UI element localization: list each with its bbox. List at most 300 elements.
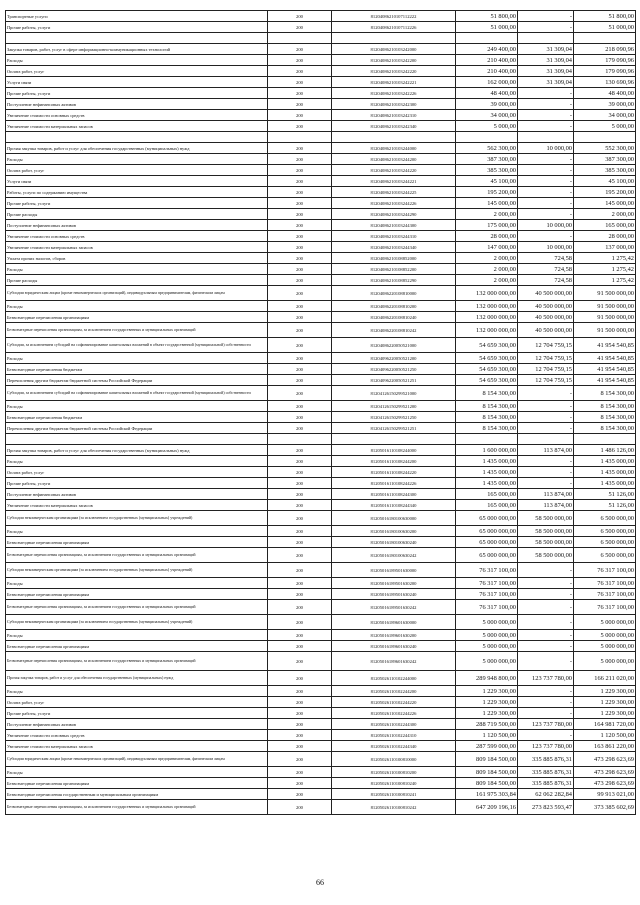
table-row	[6, 500, 636, 511]
row-budget-code: 81204086220108810240	[332, 312, 456, 323]
row-remaining-amount: 8 154 300,00	[574, 423, 636, 434]
row-approved-amount: 175 000,00	[456, 220, 518, 231]
row-executed-amount: -	[518, 641, 574, 652]
row-remaining-amount: 145 000,00	[574, 198, 636, 209]
row-line-code: 200	[268, 88, 332, 99]
row-name: Расходы	[6, 401, 268, 412]
row-line-code: 200	[268, 708, 332, 719]
row-approved-amount: 210 400,00	[456, 66, 518, 77]
row-executed-amount: 10 000,00	[518, 242, 574, 253]
row-executed-amount: -	[518, 578, 574, 589]
row-name: Безвозмездные перечисления организациям, за исключением государственных и муниципальных организаций	[6, 548, 268, 563]
row-approved-amount: 5 000 000,00	[456, 615, 518, 630]
table-row	[6, 478, 636, 489]
table-row	[6, 423, 636, 434]
row-executed-amount: 123 737 780,00	[518, 741, 574, 752]
row-name: Оплата работ, услуг	[6, 165, 268, 176]
row-remaining-amount	[574, 434, 636, 445]
row-line-code: 200	[268, 338, 332, 353]
row-line-code: 200	[268, 489, 332, 500]
row-remaining-amount: 5 000 000,00	[574, 615, 636, 630]
row-line-code: 200	[268, 364, 332, 375]
row-approved-amount: 1 435 000,00	[456, 456, 518, 467]
row-remaining-amount	[574, 132, 636, 143]
row-executed-amount: -	[518, 686, 574, 697]
row-name: Поступление нефинансовых активов	[6, 719, 268, 730]
table-row	[6, 467, 636, 478]
row-remaining-amount: 218 090,96	[574, 44, 636, 55]
table-row	[6, 176, 636, 187]
row-approved-amount: 54 659 300,00	[456, 375, 518, 386]
table-row	[6, 220, 636, 231]
row-executed-amount: -	[518, 401, 574, 412]
row-line-code: 200	[268, 44, 332, 55]
row-line-code: 200	[268, 767, 332, 778]
row-remaining-amount: 76 317 100,00	[574, 600, 636, 615]
row-approved-amount: 145 000,00	[456, 198, 518, 209]
table-row	[6, 88, 636, 99]
row-remaining-amount: 130 690,96	[574, 77, 636, 88]
row-approved-amount: 387 300,00	[456, 154, 518, 165]
row-approved-amount: 76 317 100,00	[456, 578, 518, 589]
row-line-code: 200	[268, 323, 332, 338]
row-name: Услуги связи	[6, 77, 268, 88]
row-budget-code: 81205016180100630200	[332, 526, 456, 537]
row-approved-amount: 1 229 300,00	[456, 708, 518, 719]
row-remaining-amount: 76 317 100,00	[574, 578, 636, 589]
row-remaining-amount: 1 229 300,00	[574, 708, 636, 719]
row-remaining-amount: 166 211 020,00	[574, 671, 636, 686]
row-executed-amount: -	[518, 456, 574, 467]
row-name: Увеличение стоимости материальных запасов	[6, 500, 268, 511]
row-line-code	[268, 132, 332, 143]
row-name: Увеличение стоимости основных средств	[6, 110, 268, 121]
row-executed-amount: 40 500 000,00	[518, 323, 574, 338]
row-budget-code: 81204086210103242226	[332, 88, 456, 99]
row-line-code: 200	[268, 578, 332, 589]
row-line-code: 200	[268, 548, 332, 563]
row-approved-amount: 65 000 000,00	[456, 526, 518, 537]
row-remaining-amount: 6 500 000,00	[574, 537, 636, 548]
row-name: Прочие работы, услуги	[6, 198, 268, 209]
table-row	[6, 563, 636, 578]
row-executed-amount: 12 704 759,15	[518, 353, 574, 364]
row-budget-code: 81204086210103244290	[332, 209, 456, 220]
row-line-code: 200	[268, 312, 332, 323]
table-row	[6, 548, 636, 563]
table-row	[6, 11, 636, 22]
row-remaining-amount: 1 275,42	[574, 253, 636, 264]
row-line-code: 200	[268, 286, 332, 301]
row-approved-amount: 48 400,00	[456, 88, 518, 99]
row-budget-code: 81204086210107112226	[332, 22, 456, 33]
row-approved-amount: 5 000 000,00	[456, 652, 518, 671]
row-approved-amount: 76 317 100,00	[456, 589, 518, 600]
row-approved-amount	[456, 33, 518, 44]
row-budget-code: 81204126150299521250	[332, 412, 456, 423]
row-executed-amount: -	[518, 165, 574, 176]
row-remaining-amount: 5 000 000,00	[574, 630, 636, 641]
table-row	[6, 312, 636, 323]
row-name	[6, 33, 268, 44]
row-approved-amount: 210 400,00	[456, 55, 518, 66]
row-line-code: 200	[268, 589, 332, 600]
row-approved-amount: 249 400,00	[456, 44, 518, 55]
row-line-code: 200	[268, 500, 332, 511]
row-executed-amount: -	[518, 467, 574, 478]
row-executed-amount: 40 500 000,00	[518, 301, 574, 312]
row-line-code	[268, 33, 332, 44]
row-remaining-amount: 41 954 540,85	[574, 375, 636, 386]
row-approved-amount: 161 975 303,84	[456, 789, 518, 800]
row-remaining-amount: 51 800,00	[574, 11, 636, 22]
row-budget-code: 81204086210108852000	[332, 253, 456, 264]
row-executed-amount: 31 309,04	[518, 77, 574, 88]
table-row	[6, 719, 636, 730]
row-line-code: 200	[268, 66, 332, 77]
row-budget-code: 81204086210103242221	[332, 77, 456, 88]
table-row	[6, 44, 636, 55]
row-remaining-amount: 51 126,00	[574, 489, 636, 500]
row-line-code: 200	[268, 154, 332, 165]
row-approved-amount: 647 209 196,16	[456, 800, 518, 815]
table-row	[6, 132, 636, 143]
table-row	[6, 445, 636, 456]
row-approved-amount: 2 000,00	[456, 275, 518, 286]
row-remaining-amount: 48 400,00	[574, 88, 636, 99]
row-line-code: 200	[268, 478, 332, 489]
row-remaining-amount: 1 435 000,00	[574, 467, 636, 478]
row-budget-code: 81204086210108852200	[332, 264, 456, 275]
row-name: Прочие работы, услуги	[6, 708, 268, 719]
row-remaining-amount: 6 500 000,00	[574, 526, 636, 537]
row-budget-code: 81204096220050521250	[332, 364, 456, 375]
table-row	[6, 386, 636, 401]
row-line-code: 200	[268, 301, 332, 312]
row-line-code: 200	[268, 467, 332, 478]
table-row	[6, 338, 636, 353]
row-executed-amount: -	[518, 423, 574, 434]
row-remaining-amount: 8 154 300,00	[574, 386, 636, 401]
row-line-code: 200	[268, 615, 332, 630]
row-line-code: 200	[268, 176, 332, 187]
row-approved-amount: 165 000,00	[456, 489, 518, 500]
row-name	[6, 132, 268, 143]
row-executed-amount: -	[518, 88, 574, 99]
row-approved-amount: 45 100,00	[456, 176, 518, 187]
row-executed-amount: 335 885 876,31	[518, 767, 574, 778]
row-remaining-amount: 137 000,00	[574, 242, 636, 253]
row-executed-amount: 12 704 759,15	[518, 364, 574, 375]
table-row	[6, 154, 636, 165]
row-budget-code: 81205016180100630000	[332, 511, 456, 526]
row-budget-code: 81205026110102244220	[332, 697, 456, 708]
table-row	[6, 600, 636, 615]
row-executed-amount: 335 885 876,31	[518, 778, 574, 789]
row-remaining-amount: 91 500 000,00	[574, 286, 636, 301]
row-name: Увеличение стоимости материальных запасов	[6, 242, 268, 253]
row-executed-amount: -	[518, 22, 574, 33]
row-approved-amount: 8 154 300,00	[456, 423, 518, 434]
row-executed-amount: 40 500 000,00	[518, 312, 574, 323]
row-remaining-amount: 2 000,00	[574, 209, 636, 220]
row-remaining-amount: 76 317 100,00	[574, 563, 636, 578]
row-approved-amount: 65 000 000,00	[456, 548, 518, 563]
table-row	[6, 686, 636, 697]
row-remaining-amount: 41 954 540,85	[574, 353, 636, 364]
row-remaining-amount: 91 500 000,00	[574, 301, 636, 312]
row-approved-amount: 76 317 100,00	[456, 563, 518, 578]
row-remaining-amount: 1 229 300,00	[574, 686, 636, 697]
table-row	[6, 77, 636, 88]
row-name: Поступление нефинансовых активов	[6, 99, 268, 110]
row-budget-code: 81205016189501630000	[332, 563, 456, 578]
row-executed-amount: -	[518, 630, 574, 641]
row-line-code: 200	[268, 445, 332, 456]
table-row	[6, 526, 636, 537]
row-approved-amount: 1 435 000,00	[456, 478, 518, 489]
table-row	[6, 630, 636, 641]
row-approved-amount: 132 000 000,00	[456, 286, 518, 301]
row-approved-amount	[456, 132, 518, 143]
row-executed-amount: 273 823 593,47	[518, 800, 574, 815]
row-budget-code: 81205026110100810000	[332, 752, 456, 767]
row-budget-code: 81205026110102244310	[332, 730, 456, 741]
row-approved-amount: 562 300,00	[456, 143, 518, 154]
row-name: Безвозмездные перечисления бюджетам	[6, 364, 268, 375]
row-remaining-amount: 473 298 623,69	[574, 752, 636, 767]
row-line-code: 200	[268, 563, 332, 578]
row-name: Безвозмездные перечисления бюджетам	[6, 412, 268, 423]
row-approved-amount: 8 154 300,00	[456, 412, 518, 423]
row-line-code: 200	[268, 187, 332, 198]
row-executed-amount	[518, 434, 574, 445]
row-budget-code: 81204086210103244221	[332, 176, 456, 187]
row-approved-amount: 1 229 300,00	[456, 686, 518, 697]
row-name: Безвозмездные перечисления организациям	[6, 312, 268, 323]
row-executed-amount: 724,58	[518, 253, 574, 264]
row-name: Поступление нефинансовых активов	[6, 489, 268, 500]
row-approved-amount: 195 200,00	[456, 187, 518, 198]
table-row	[6, 730, 636, 741]
row-line-code: 200	[268, 511, 332, 526]
row-line-code: 200	[268, 220, 332, 231]
row-approved-amount: 54 659 300,00	[456, 338, 518, 353]
row-approved-amount: 809 184 500,00	[456, 752, 518, 767]
row-remaining-amount: 179 090,96	[574, 66, 636, 77]
row-budget-code: 81204086210103244220	[332, 165, 456, 176]
row-executed-amount: 724,58	[518, 275, 574, 286]
row-line-code: 200	[268, 209, 332, 220]
row-remaining-amount: 1 275,42	[574, 275, 636, 286]
row-line-code: 200	[268, 353, 332, 364]
row-line-code: 200	[268, 719, 332, 730]
row-remaining-amount: 163 861 220,00	[574, 741, 636, 752]
row-budget-code: 81205026110102244226	[332, 708, 456, 719]
table-row	[6, 741, 636, 752]
row-approved-amount: 289 948 800,00	[456, 671, 518, 686]
row-approved-amount: 5 000 000,00	[456, 630, 518, 641]
table-row	[6, 187, 636, 198]
budget-table-body	[6, 11, 636, 815]
row-remaining-amount: 41 954 540,85	[574, 364, 636, 375]
row-budget-code: 81204096220050521251	[332, 375, 456, 386]
table-row	[6, 99, 636, 110]
row-name: Расходы	[6, 767, 268, 778]
row-budget-code: 81204086210103244226	[332, 198, 456, 209]
row-budget-code: 81204096220050521200	[332, 353, 456, 364]
row-remaining-amount: 76 317 100,00	[574, 589, 636, 600]
row-name: Расходы	[6, 686, 268, 697]
row-executed-amount: -	[518, 563, 574, 578]
table-row	[6, 671, 636, 686]
row-executed-amount: -	[518, 697, 574, 708]
row-budget-code: 81204086210103242340	[332, 121, 456, 132]
row-line-code: 200	[268, 652, 332, 671]
row-budget-code: 81204086210103244300	[332, 220, 456, 231]
row-remaining-amount: 34 000,00	[574, 110, 636, 121]
row-name: Прочие работы, услуги	[6, 88, 268, 99]
table-row	[6, 286, 636, 301]
row-executed-amount: -	[518, 231, 574, 242]
row-approved-amount: 8 154 300,00	[456, 401, 518, 412]
row-budget-code: 81205016189601630242	[332, 652, 456, 671]
row-remaining-amount: 45 100,00	[574, 176, 636, 187]
row-executed-amount: -	[518, 730, 574, 741]
row-line-code	[268, 434, 332, 445]
row-approved-amount: 132 000 000,00	[456, 301, 518, 312]
row-name: Увеличение стоимости материальных запасов	[6, 121, 268, 132]
row-budget-code: 81205016189601630200	[332, 630, 456, 641]
row-budget-code: 81205016189501630200	[332, 578, 456, 589]
row-name: Прочие расходы	[6, 275, 268, 286]
row-approved-amount: 385 300,00	[456, 165, 518, 176]
row-executed-amount: 724,58	[518, 264, 574, 275]
row-budget-code: 81204126150299521000	[332, 386, 456, 401]
row-name: Расходы	[6, 630, 268, 641]
row-name: Прочие работы, услуги	[6, 478, 268, 489]
row-name: Оплата работ, услуг	[6, 467, 268, 478]
row-approved-amount: 165 000,00	[456, 500, 518, 511]
row-executed-amount	[518, 132, 574, 143]
row-executed-amount: 58 500 000,00	[518, 537, 574, 548]
row-approved-amount: 1 229 300,00	[456, 697, 518, 708]
row-approved-amount	[456, 434, 518, 445]
row-budget-code: 81205016180100630240	[332, 537, 456, 548]
row-remaining-amount: 387 300,00	[574, 154, 636, 165]
row-budget-code: 81204086220108810000	[332, 286, 456, 301]
row-approved-amount: 147 000,00	[456, 242, 518, 253]
page-number: 66	[316, 878, 324, 887]
row-name: Субсидии, за исключением субсидий на софинансирование капитальных вложений в объект государственной (муниципальной) собственности	[6, 338, 268, 353]
row-budget-code: 81204086210103242310	[332, 110, 456, 121]
row-remaining-amount: 51 126,00	[574, 500, 636, 511]
table-row	[6, 778, 636, 789]
row-line-code: 200	[268, 800, 332, 815]
row-line-code: 200	[268, 110, 332, 121]
row-name: Прочая закупка товаров, работ и услуг для обеспечения государственных (муниципальных) нужд	[6, 671, 268, 686]
row-executed-amount: 113 874,00	[518, 445, 574, 456]
row-approved-amount: 28 000,00	[456, 231, 518, 242]
row-budget-code: 81204086210103244310	[332, 231, 456, 242]
row-remaining-amount: 91 500 000,00	[574, 312, 636, 323]
row-remaining-amount: 5 000,00	[574, 121, 636, 132]
row-line-code: 200	[268, 275, 332, 286]
row-executed-amount: 31 309,04	[518, 44, 574, 55]
row-line-code: 200	[268, 121, 332, 132]
row-approved-amount: 1 600 000,00	[456, 445, 518, 456]
table-row	[6, 121, 636, 132]
row-remaining-amount: 8 154 300,00	[574, 401, 636, 412]
row-budget-code	[332, 434, 456, 445]
row-budget-code: 81204086210103244340	[332, 242, 456, 253]
row-executed-amount: -	[518, 198, 574, 209]
row-budget-code: 81204086210108852290	[332, 275, 456, 286]
row-name: Транспортные услуги	[6, 11, 268, 22]
row-name: Расходы	[6, 526, 268, 537]
row-approved-amount: 1 120 500,00	[456, 730, 518, 741]
row-budget-code: 81205026110102244200	[332, 686, 456, 697]
row-remaining-amount: 5 000 000,00	[574, 652, 636, 671]
row-name: Безвозмездные перечисления организациям	[6, 589, 268, 600]
row-name: Субсидии юридическим лицам (кроме некоммерческих организаций), индивидуальным предпринимателям, физическим лицам	[6, 286, 268, 301]
row-line-code: 200	[268, 143, 332, 154]
row-remaining-amount: 1 435 000,00	[574, 478, 636, 489]
row-remaining-amount: 165 000,00	[574, 220, 636, 231]
row-approved-amount: 809 184 500,00	[456, 767, 518, 778]
row-executed-amount: -	[518, 154, 574, 165]
row-approved-amount: 51 800,00	[456, 11, 518, 22]
row-budget-code: 81205026110102244000	[332, 671, 456, 686]
row-name: Оплата работ, услуг	[6, 66, 268, 77]
table-row	[6, 364, 636, 375]
table-row	[6, 800, 636, 815]
table-row	[6, 652, 636, 671]
table-row	[6, 489, 636, 500]
row-budget-code: 81204086210103242200	[332, 55, 456, 66]
row-name: Расходы	[6, 55, 268, 66]
row-budget-code: 81204086210103244000	[332, 143, 456, 154]
row-budget-code: 81204086210103244200	[332, 154, 456, 165]
row-line-code: 200	[268, 264, 332, 275]
row-budget-code: 81204086210103242220	[332, 66, 456, 77]
row-executed-amount: 62 062 282,84	[518, 789, 574, 800]
row-line-code: 200	[268, 423, 332, 434]
row-name: Увеличение стоимости основных средств	[6, 730, 268, 741]
row-budget-code: 81205026110100810200	[332, 767, 456, 778]
row-executed-amount	[518, 33, 574, 44]
row-executed-amount: -	[518, 708, 574, 719]
row-executed-amount: -	[518, 121, 574, 132]
row-remaining-amount: 1 275,42	[574, 264, 636, 275]
row-remaining-amount: 1 229 300,00	[574, 697, 636, 708]
row-budget-code: 81204086220108810242	[332, 323, 456, 338]
row-name: Перечисления другим бюджетам бюджетной системы Российской Федерации	[6, 375, 268, 386]
row-line-code: 200	[268, 253, 332, 264]
row-remaining-amount: 28 000,00	[574, 231, 636, 242]
row-budget-code: 81205026110100810240	[332, 778, 456, 789]
row-budget-code: 81204086220108810200	[332, 301, 456, 312]
row-line-code: 200	[268, 741, 332, 752]
row-name: Оплата работ, услуг	[6, 697, 268, 708]
row-line-code: 200	[268, 752, 332, 767]
row-line-code: 200	[268, 686, 332, 697]
row-remaining-amount	[574, 33, 636, 44]
row-executed-amount: -	[518, 615, 574, 630]
row-budget-code: 81205016110108244340	[332, 500, 456, 511]
row-line-code: 200	[268, 11, 332, 22]
row-line-code: 200	[268, 375, 332, 386]
